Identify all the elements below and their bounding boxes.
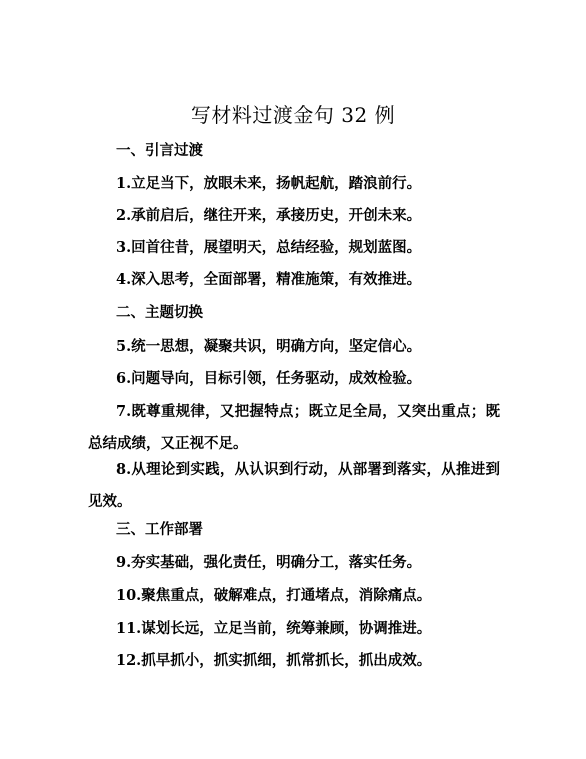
list-item: 5.统一思想，凝聚共识，明确方向，坚定信心。 — [116, 338, 422, 355]
list-item: 3.回首往昔，展望明天，总结经验，规划蓝图。 — [116, 239, 422, 256]
section-heading: 一、引言过渡 — [116, 142, 203, 159]
list-item: 6.问题导向，目标引领，任务驱动，成效检验。 — [116, 370, 422, 387]
list-item: 2.承前启后，继往开来，承接历史，开创未来。 — [116, 207, 422, 224]
list-item: 9.夯实基础，强化责任，明确分工，落实任务。 — [116, 554, 422, 571]
list-item: 11.谋划长远，立足当前，统筹兼顾，协调推进。 — [116, 620, 432, 637]
section-heading: 二、主题切换 — [116, 304, 203, 321]
list-item-multiline: 7.既尊重规律，又把握特点；既立足全局，又突出重点；既总结成绩，又正视不足。 — [88, 403, 500, 452]
document-title: 写材料过渡金句 32 例 — [190, 103, 396, 127]
list-item: 1.立足当下，放眼未来，扬帆起航，踏浪前行。 — [116, 175, 422, 192]
list-item: 10.聚焦重点，破解难点，打通堵点，消除痛点。 — [116, 587, 432, 604]
section-heading: 三、工作部署 — [116, 521, 203, 538]
list-item: 4.深入思考，全面部署，精准施策，有效推进。 — [116, 271, 422, 288]
list-item: 12.抓早抓小，抓实抓细，抓常抓长，抓出成效。 — [116, 652, 432, 669]
list-item-multiline: 8.从理论到实践，从认识到行动，从部署到落实，从推进到见效。 — [88, 461, 500, 510]
